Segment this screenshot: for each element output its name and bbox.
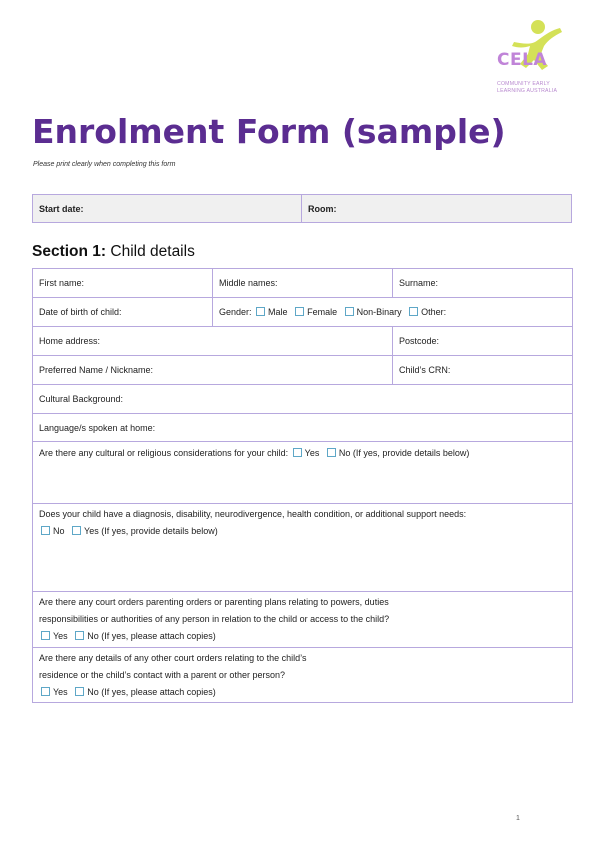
gender-other-label: Other: — [421, 307, 447, 317]
diagnosis-yes-label: Yes (If yes, provide details below) — [84, 526, 218, 536]
start-date-field[interactable] — [33, 195, 302, 222]
cultural-yes-checkbox[interactable] — [293, 448, 302, 457]
surname-field[interactable] — [393, 269, 573, 298]
cultural-question-text: Are there any cultural or religious considerations for your child: — [39, 448, 289, 458]
home-address-field[interactable] — [33, 327, 393, 356]
middle-names-field[interactable] — [213, 269, 393, 298]
gender-nonbinary-label: Non-Binary — [356, 307, 402, 317]
cultural-background-label: Cultural Background: — [39, 394, 124, 404]
court-orders-no-checkbox[interactable] — [75, 631, 84, 640]
other-orders-line1: Are there any details of any other court orders relating to the child’s — [39, 653, 307, 663]
child-details-table — [32, 268, 573, 703]
diagnosis-no-label: No — [53, 526, 65, 536]
cultural-background-field[interactable] — [33, 385, 573, 414]
section-heading — [32, 243, 195, 261]
page-subtitle: Please print clearly when completing this form — [33, 161, 176, 168]
court-orders-line1: Are there any court orders parenting orders or parenting plans relating to powers, duties — [39, 597, 389, 607]
home-address-label: Home address: — [39, 336, 101, 346]
gender-field — [213, 298, 573, 327]
gender-male-label: Male — [268, 307, 288, 317]
preferred-name-field[interactable] — [33, 356, 393, 385]
cultural-considerations-question — [33, 442, 573, 504]
court-orders-question — [33, 592, 573, 648]
dob-label: Date of birth of child: — [39, 307, 122, 317]
court-orders-no-label: No (If yes, please attach copies) — [87, 631, 216, 641]
logo-wordmark: CELA — [497, 50, 548, 70]
other-orders-line2: residence or the child’s contact with a parent or other person? — [39, 670, 285, 680]
first-name-field[interactable] — [33, 269, 213, 298]
middle-names-label: Middle names: — [219, 278, 278, 288]
diagnosis-yes-checkbox[interactable] — [72, 526, 81, 535]
postcode-field[interactable] — [393, 327, 573, 356]
other-orders-yes-label: Yes — [53, 687, 68, 697]
start-date-room-box — [32, 194, 572, 223]
section-number: Section 1: — [32, 243, 107, 260]
cultural-yes-label: Yes — [304, 448, 320, 458]
surname-label: Surname: — [399, 278, 439, 288]
page-title: Enrolment Form (sample) — [32, 112, 506, 151]
court-orders-yes-checkbox[interactable] — [41, 631, 50, 640]
room-field[interactable] — [302, 195, 571, 222]
other-orders-yes-checkbox[interactable] — [41, 687, 50, 696]
diagnosis-question — [33, 504, 573, 592]
diagnosis-question-text: Does your child have a diagnosis, disability, neurodivergence, health condition, or additional support needs: — [39, 509, 467, 519]
gender-male-checkbox[interactable] — [256, 307, 265, 316]
crn-field[interactable] — [393, 356, 573, 385]
section-name: Child details — [110, 243, 195, 260]
crn-label: Child’s CRN: — [399, 365, 451, 375]
cultural-no-checkbox[interactable] — [327, 448, 336, 457]
gender-other-checkbox[interactable] — [409, 307, 418, 316]
start-date-label: Start date: — [39, 203, 84, 214]
logo-tagline: COMMUNITY EARLY LEARNING AUSTRALIA — [497, 81, 558, 94]
other-orders-no-checkbox[interactable] — [75, 687, 84, 696]
languages-field[interactable] — [33, 414, 573, 442]
first-name-label: First name: — [39, 278, 85, 288]
preferred-name-label: Preferred Name / Nickname: — [39, 365, 154, 375]
postcode-label: Postcode: — [399, 336, 440, 346]
room-label: Room: — [308, 203, 337, 214]
court-orders-yes-label: Yes — [53, 631, 68, 641]
diagnosis-no-checkbox[interactable] — [41, 526, 50, 535]
other-orders-question — [33, 648, 573, 703]
gender-female-checkbox[interactable] — [295, 307, 304, 316]
dob-field[interactable] — [33, 298, 213, 327]
page-number: 1 — [516, 815, 520, 822]
gender-label: Gender: — [219, 307, 252, 317]
court-orders-line2: responsibilities or authorities of any person in relation to the child or access to the child? — [39, 614, 390, 624]
cultural-no-label: No (If yes, provide details below) — [338, 448, 470, 458]
languages-label: Language/s spoken at home: — [39, 422, 156, 433]
other-orders-no-label: No (If yes, please attach copies) — [87, 687, 216, 697]
gender-female-label: Female — [307, 307, 338, 317]
gender-nonbinary-checkbox[interactable] — [345, 307, 354, 316]
